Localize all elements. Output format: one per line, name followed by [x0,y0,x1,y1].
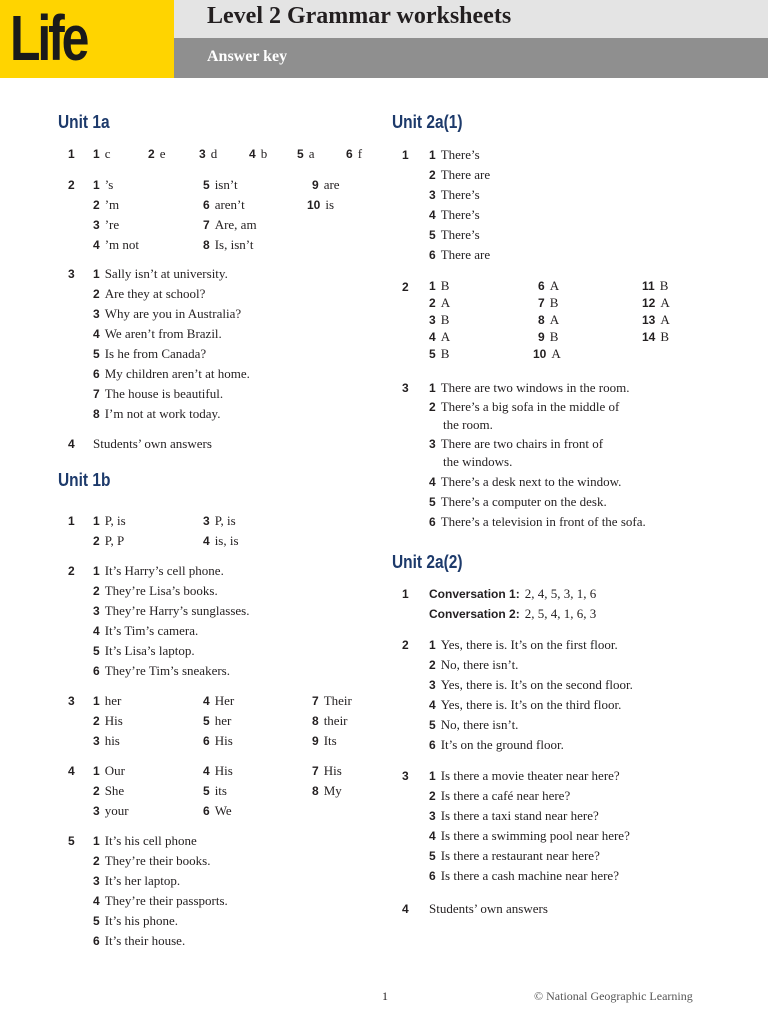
answer-item: 3 It’s her laptop. [93,873,181,888]
answer-item: 6 They’re Tim’s sneakers. [93,663,230,678]
answer-item: 2 ’m [93,197,120,212]
answer-item: 5 a [297,146,315,161]
subtitle-bar [174,38,768,78]
answer-item: 4 Yes, there is. It’s on the third floor. [429,697,622,712]
answer-item: 8 their [312,713,348,728]
answer-item: 8 A [538,312,560,327]
answer-item: 9 B [538,329,559,344]
answer-item: 7 B [538,295,559,310]
answer-item: 11 B [642,278,669,293]
answer-item: 3 There’s [429,187,480,202]
answer-item: 10 A [533,346,561,361]
question-number: 4 [68,764,75,778]
answer-item: 4 Her [203,693,235,708]
answer-item: 2 Are they at school? [93,286,206,301]
answer-item: 3 Is there a taxi stand near here? [429,808,599,823]
answer-item: Students’ own answers [429,901,548,916]
question-number: 2 [402,280,409,294]
answer-item: 5 isn’t [203,177,238,192]
answer-item: 2 e [148,146,166,161]
answer-item: 5 There’s a computer on the desk. [429,494,607,509]
answer-item: 3 d [199,146,218,161]
question-number: 1 [402,148,409,162]
answer-item: 2 She [93,783,125,798]
unit-heading: Unit 1b [58,470,111,490]
page-number: 1 [382,989,388,1003]
page-title: Level 2 Grammar worksheets [207,3,512,29]
answer-item: 1 her [93,693,122,708]
answer-item: 3 P, is [203,513,236,528]
answer-item: 13 A [642,312,670,327]
answer-item: 4 A [429,329,451,344]
answer-item: 5 her [203,713,232,728]
answer-item: 2 His [93,713,123,728]
question-number: 5 [68,834,75,848]
answer-item: 6 It’s their house. [93,933,186,948]
answer-item: 6 His [203,733,233,748]
logo: Life [0,0,174,78]
answer-item: 2 P, P [93,533,125,548]
answer-item: 4 There’s [429,207,480,222]
answer-item: 3 Yes, there is. It’s on the second floor. [429,677,633,692]
answer-item: 3 his [93,733,120,748]
answer-item: 2 A [429,295,451,310]
answer-item: 1 It’s his cell phone [93,833,197,848]
answer-item: 5 No, there isn’t. [429,717,519,732]
answer-item: 4 They’re their passports. [93,893,228,908]
page-subtitle: Answer key [207,48,288,65]
answer-item: 4 ’m not [93,237,139,252]
answer-item: 8 I’m not at work today. [93,406,221,421]
answer-item: 5 B [429,346,450,361]
answer-item: 1 B [429,278,450,293]
answer-item: 5 It’s Lisa’s laptop. [93,643,195,658]
answer-item: 3 B [429,312,450,327]
answer-item: 2 Is there a café near here? [429,788,571,803]
answer-item: 6 There are [429,247,491,262]
answer-item: 3 They’re Harry’s sunglasses. [93,603,250,618]
copyright: © National Geographic Learning [534,989,693,1003]
answer-item: 4 It’s Tim’s camera. [93,623,199,638]
answer-item: 4 b [249,146,268,161]
question-number: 3 [68,694,75,708]
question-number: 1 [402,587,409,601]
answer-item: 2 There are [429,167,491,182]
answer-item: Conversation 1: 2, 4, 5, 3, 1, 6 [429,586,597,601]
answer-item: 2 No, there isn’t. [429,657,519,672]
unit-heading: Unit 2a(1) [392,112,463,132]
answer-item: 4 We aren’t from Brazil. [93,326,222,341]
answer-item: 7 His [312,763,342,778]
answer-item: 2 There’s a big sofa in the middle of the room. [429,399,620,432]
answer-item: 1 ’s [93,177,114,192]
answer-item: 7 The house is beautiful. [93,386,224,401]
question-number: 3 [68,267,75,281]
unit-heading: Unit 2a(2) [392,552,463,572]
answer-item: 8 Is, isn’t [203,237,254,252]
question-number: 3 [402,381,409,395]
answer-item: 3 ’re [93,217,120,232]
answer-item: 6 Is there a cash machine near here? [429,868,619,883]
answer-item: 1 There are two windows in the room. [429,380,630,395]
answer-item: 1 Is there a movie theater near here? [429,768,620,783]
answer-item: 1 It’s Harry’s cell phone. [93,563,224,578]
answer-item: 9 are [312,177,340,192]
question-number: 4 [68,437,75,451]
answer-item: 7 Are, am [203,217,257,232]
answer-item: 1 Yes, there is. It’s on the first floor. [429,637,618,652]
answer-item: 6 aren’t [203,197,245,212]
answer-item: 6 My children aren’t at home. [93,366,250,381]
answer-item: 6 We [203,803,232,818]
answer-item: 6 It’s on the ground floor. [429,737,564,752]
answer-item: 9 Its [312,733,337,748]
answer-item: 4 Is there a swimming pool near here? [429,828,630,843]
question-number: 2 [68,178,75,192]
answer-item: 10 is [307,197,335,212]
answer-item: 6 A [538,278,560,293]
answer-item: 6 f [346,146,363,161]
question-number: 2 [402,638,409,652]
answer-item: 4 There’s a desk next to the window. [429,474,622,489]
answer-item: 14 B [642,329,670,344]
answer-item: 5 There’s [429,227,480,242]
answer-item: 12 A [642,295,670,310]
answer-item: 2 They’re their books. [93,853,211,868]
question-number: 1 [68,514,75,528]
answer-item: 5 It’s his phone. [93,913,178,928]
answer-item: 3 Why are you in Australia? [93,306,242,321]
question-number: 3 [402,769,409,783]
answer-item: 2 They’re Lisa’s books. [93,583,218,598]
question-number: 2 [68,564,75,578]
answer-item: Students’ own answers [93,436,212,451]
answer-item: Conversation 2: 2, 5, 4, 1, 6, 3 [429,606,597,621]
answer-item: 3 your [93,803,129,818]
answer-item: 4 His [203,763,233,778]
question-number: 4 [402,902,409,916]
answer-item: 8 My [312,783,342,798]
title-bar [174,0,768,38]
answer-item: 4 is, is [203,533,239,548]
answer-item: 5 Is there a restaurant near here? [429,848,600,863]
answer-item: 3 There are two chairs in front of the windows. [429,436,604,469]
answer-item: 1 Sally isn’t at university. [93,266,228,281]
unit-heading: Unit 1a [58,112,110,132]
answer-item: 5 Is he from Canada? [93,346,207,361]
answer-item: 5 its [203,783,227,798]
answer-item: 6 There’s a television in front of the sofa. [429,514,646,529]
answer-item: 1 P, is [93,513,126,528]
question-number: 1 [68,147,75,161]
answer-item: 1 There’s [429,147,480,162]
answer-item: 1 Our [93,763,125,778]
answer-item: 7 Their [312,693,352,708]
answer-item: 1 c [93,146,111,161]
